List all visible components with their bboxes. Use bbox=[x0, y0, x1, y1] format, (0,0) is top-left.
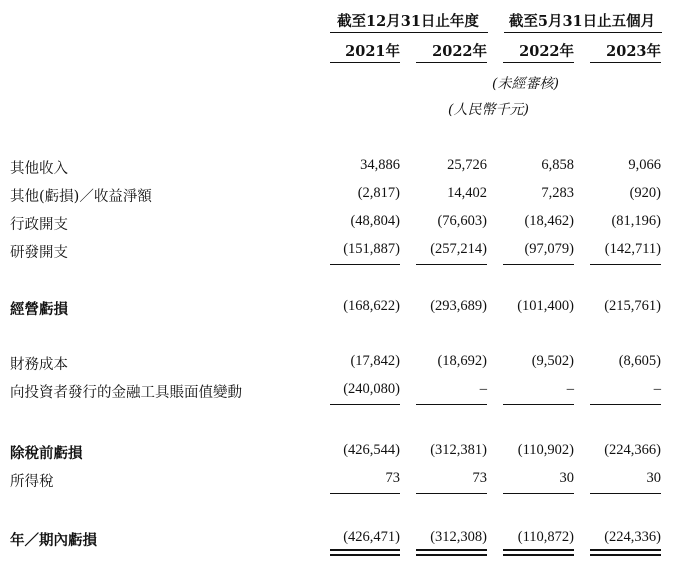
row-label-admin-expenses: 行政開支 bbox=[10, 217, 68, 233]
cell-other-gains-2022-5m: 7,283 bbox=[541, 185, 574, 201]
period-header-five-months-underline bbox=[504, 32, 662, 33]
unaudited-note: (未經審核) bbox=[492, 76, 559, 92]
unit-note: (人民幣千元) bbox=[448, 102, 529, 118]
cell-finance-2022-5m: (9,502) bbox=[531, 353, 574, 369]
cell-other-income-2023-5m: 9,066 bbox=[628, 157, 661, 173]
subtotal-rule bbox=[503, 493, 574, 494]
cell-lbt-2023-5m: (224,366) bbox=[604, 442, 661, 458]
cell-other-income-2022-5m: 6,858 bbox=[541, 157, 574, 173]
cell-loss-2023-5m: (224,336) bbox=[604, 529, 661, 545]
row-label-operating-loss: 經營虧損 bbox=[10, 301, 68, 318]
cell-rnd-2023-5m: (142,711) bbox=[604, 241, 661, 257]
period-header-five-months: 截至5月31日止五個月 bbox=[508, 13, 656, 30]
row-label-income-tax: 所得稅 bbox=[10, 474, 54, 490]
cell-fv-change-2023-5m: – bbox=[653, 381, 661, 397]
subtotal-rule bbox=[590, 404, 661, 405]
cell-lbt-2021: (426,544) bbox=[343, 442, 400, 458]
year-header-2: 2022年 bbox=[432, 43, 487, 60]
cell-fv-change-2022: – bbox=[479, 381, 487, 397]
cell-other-gains-2022: 14,402 bbox=[447, 185, 487, 201]
year-header-2-underline bbox=[416, 62, 487, 63]
year-header-1-underline bbox=[330, 62, 400, 63]
cell-other-gains-2021: (2,817) bbox=[357, 185, 400, 201]
cell-loss-2022-5m: (110,872) bbox=[517, 529, 574, 545]
cell-rnd-2022-5m: (97,079) bbox=[524, 241, 574, 257]
subtotal-rule bbox=[416, 404, 487, 405]
cell-operating-loss-2022: (293,689) bbox=[430, 298, 487, 314]
cell-lbt-2022-5m: (110,902) bbox=[517, 442, 574, 458]
row-label-finance-costs: 財務成本 bbox=[10, 357, 68, 373]
cell-finance-2021: (17,842) bbox=[350, 353, 400, 369]
year-header-3-underline bbox=[503, 62, 574, 63]
cell-fv-change-2021: (240,080) bbox=[343, 381, 400, 397]
subtotal-rule bbox=[590, 264, 661, 265]
row-label-rnd-expenses: 研發開支 bbox=[10, 245, 68, 261]
cell-operating-loss-2021: (168,622) bbox=[343, 298, 400, 314]
cell-fv-change-2022-5m: – bbox=[566, 381, 574, 397]
row-label-other-gains-losses: 其他(虧損)／收益淨額 bbox=[10, 189, 152, 205]
cell-operating-loss-2023-5m: (215,761) bbox=[604, 298, 661, 314]
year-header-3: 2022年 bbox=[519, 43, 574, 60]
cell-tax-2021: 73 bbox=[385, 470, 400, 486]
subtotal-rule bbox=[590, 493, 661, 494]
cell-operating-loss-2022-5m: (101,400) bbox=[517, 298, 574, 314]
period-header-year: 截至12月31日止年度 bbox=[337, 13, 479, 30]
cell-admin-2023-5m: (81,196) bbox=[611, 213, 661, 229]
cell-admin-2021: (48,804) bbox=[350, 213, 400, 229]
cell-tax-2022: 73 bbox=[472, 470, 487, 486]
cell-loss-2022: (312,308) bbox=[430, 529, 487, 545]
cell-other-income-2022: 25,726 bbox=[447, 157, 487, 173]
row-label-loss-before-tax: 除稅前虧損 bbox=[10, 445, 83, 462]
cell-other-income-2021: 34,886 bbox=[360, 157, 400, 173]
cell-admin-2022-5m: (18,462) bbox=[524, 213, 574, 229]
row-label-loss-for-period: 年／期內虧損 bbox=[10, 532, 97, 549]
cell-other-gains-2023-5m: (920) bbox=[629, 185, 661, 201]
total-double-rule bbox=[330, 549, 400, 556]
cell-rnd-2022: (257,214) bbox=[430, 241, 487, 257]
cell-loss-2021: (426,471) bbox=[343, 529, 400, 545]
cell-finance-2023-5m: (8,605) bbox=[618, 353, 661, 369]
subtotal-rule bbox=[416, 493, 487, 494]
subtotal-rule bbox=[330, 264, 400, 265]
year-header-4-underline bbox=[590, 62, 661, 63]
cell-tax-2023-5m: 30 bbox=[646, 470, 661, 486]
subtotal-rule bbox=[330, 493, 400, 494]
total-double-rule bbox=[590, 549, 661, 556]
subtotal-rule bbox=[416, 264, 487, 265]
period-header-year-underline bbox=[330, 32, 488, 33]
cell-finance-2022: (18,692) bbox=[437, 353, 487, 369]
total-double-rule bbox=[416, 549, 487, 556]
subtotal-rule bbox=[503, 264, 574, 265]
cell-admin-2022: (76,603) bbox=[437, 213, 487, 229]
row-label-fair-value-change: 向投資者發行的金融工具賬面值變動 bbox=[10, 385, 242, 401]
cell-tax-2022-5m: 30 bbox=[559, 470, 574, 486]
cell-lbt-2022: (312,381) bbox=[430, 442, 487, 458]
row-label-other-income: 其他收入 bbox=[10, 161, 68, 177]
year-header-1: 2021年 bbox=[345, 43, 400, 60]
subtotal-rule bbox=[330, 404, 400, 405]
total-double-rule bbox=[503, 549, 574, 556]
year-header-4: 2023年 bbox=[606, 43, 661, 60]
subtotal-rule bbox=[503, 404, 574, 405]
cell-rnd-2021: (151,887) bbox=[343, 241, 400, 257]
